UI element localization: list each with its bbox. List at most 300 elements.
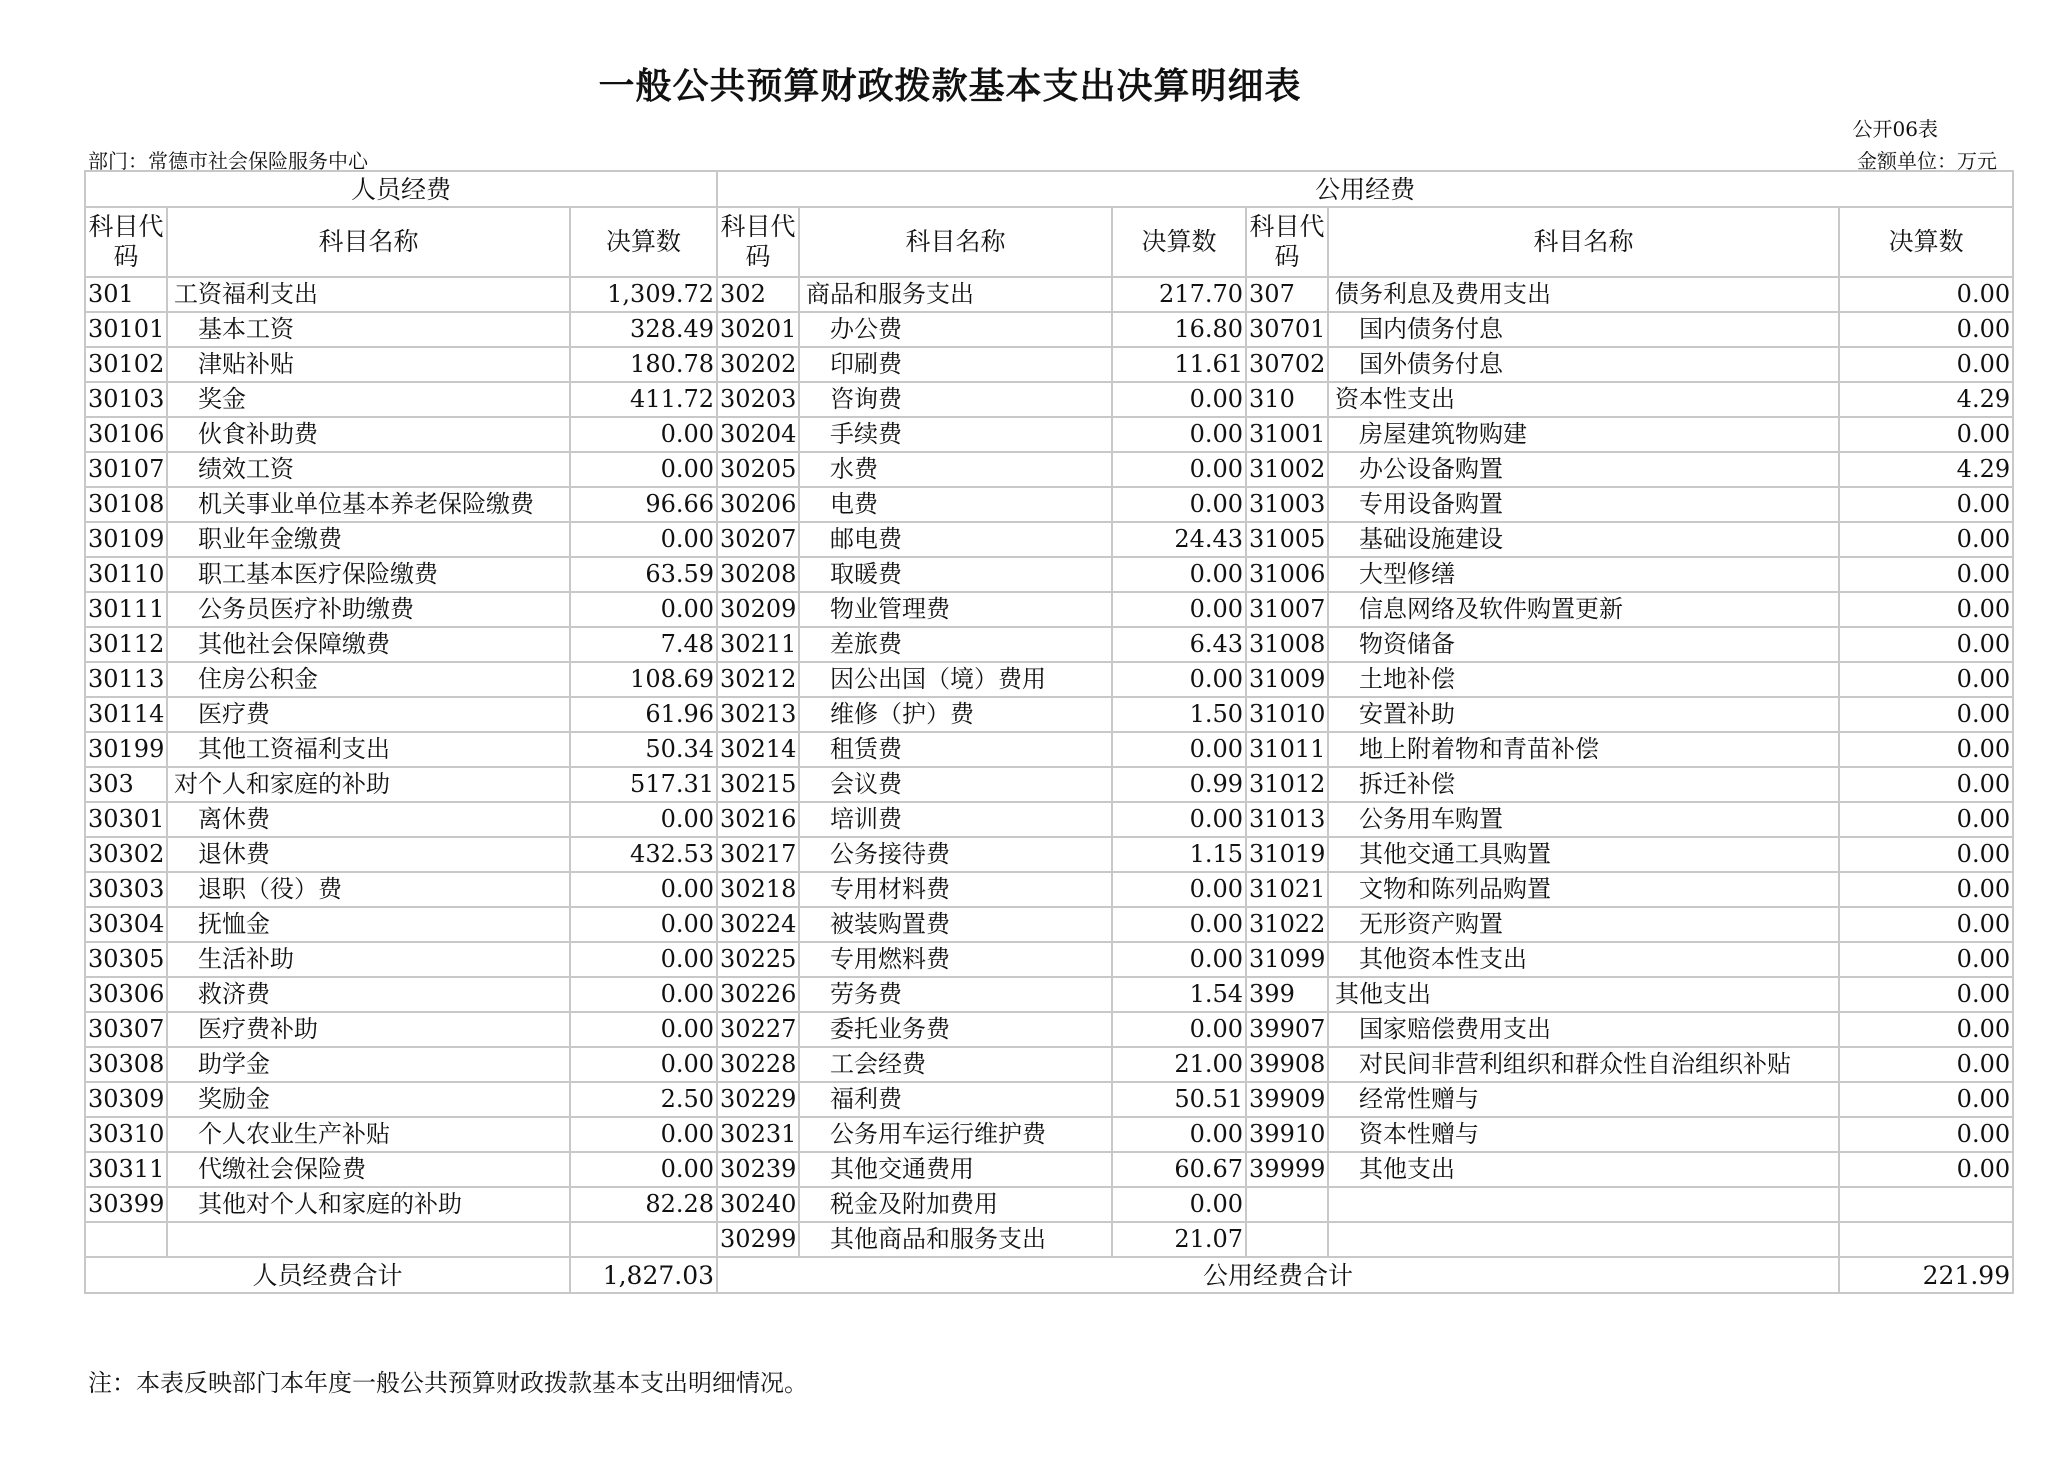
subject-name: 医疗费补助 bbox=[167, 1012, 570, 1047]
amount-value: 0.00 bbox=[1112, 1187, 1246, 1222]
subject-code: 30311 bbox=[85, 1152, 167, 1187]
subject-code: 30299 bbox=[717, 1222, 799, 1257]
form-number: 公开06表 bbox=[1852, 117, 1938, 141]
subject-code bbox=[85, 1222, 167, 1257]
amount-value: 0.00 bbox=[1839, 347, 2013, 382]
table-row bbox=[85, 1047, 2013, 1082]
subject-code: 30217 bbox=[717, 837, 799, 872]
amount-value: 0.00 bbox=[570, 1047, 717, 1082]
table-row bbox=[85, 312, 2013, 347]
subject-name: 职工基本医疗保险缴费 bbox=[167, 557, 570, 592]
subject-code bbox=[1246, 1222, 1328, 1257]
amount-value: 0.00 bbox=[570, 942, 717, 977]
table-row bbox=[85, 697, 2013, 732]
name-header: 科目名称 bbox=[1328, 207, 1839, 277]
amount-value: 0.00 bbox=[1839, 1117, 2013, 1152]
subject-code: 39909 bbox=[1246, 1082, 1328, 1117]
subject-name bbox=[167, 1222, 570, 1257]
amount-value: 50.51 bbox=[1112, 1082, 1246, 1117]
table-row bbox=[85, 592, 2013, 627]
subject-code: 30207 bbox=[717, 522, 799, 557]
subject-code: 30399 bbox=[85, 1187, 167, 1222]
subject-name: 工会经费 bbox=[799, 1047, 1112, 1082]
amount-value: 0.00 bbox=[1112, 907, 1246, 942]
subject-code: 307 bbox=[1246, 277, 1328, 312]
amount-value: 0.00 bbox=[570, 1012, 717, 1047]
subject-code: 30310 bbox=[85, 1117, 167, 1152]
amount-header: 决算数 bbox=[1839, 207, 2013, 277]
subject-code: 30103 bbox=[85, 382, 167, 417]
table-row bbox=[85, 907, 2013, 942]
unit-label: 金额单位：万元 bbox=[1857, 149, 1997, 173]
subject-code: 30213 bbox=[717, 697, 799, 732]
subject-code: 31003 bbox=[1246, 487, 1328, 522]
subject-code: 30227 bbox=[717, 1012, 799, 1047]
department-label: 部门：常德市社会保险服务中心 bbox=[88, 149, 368, 173]
subject-name: 工资福利支出 bbox=[167, 277, 570, 312]
subject-name: 其他商品和服务支出 bbox=[799, 1222, 1112, 1257]
amount-value: 0.00 bbox=[1839, 1082, 2013, 1117]
amount-value: 0.00 bbox=[1112, 592, 1246, 627]
subject-name: 机关事业单位基本养老保险缴费 bbox=[167, 487, 570, 522]
table-row bbox=[85, 872, 2013, 907]
amount-value: 0.00 bbox=[1839, 417, 2013, 452]
table-body bbox=[85, 277, 2013, 1257]
amount-value: 0.00 bbox=[570, 452, 717, 487]
public-header: 公用经费 bbox=[717, 171, 2013, 207]
table-row bbox=[85, 1222, 2013, 1257]
subject-code: 30226 bbox=[717, 977, 799, 1012]
subject-name: 津贴补贴 bbox=[167, 347, 570, 382]
amount-value: 0.00 bbox=[570, 802, 717, 837]
subject-code: 30218 bbox=[717, 872, 799, 907]
subject-code: 30113 bbox=[85, 662, 167, 697]
amount-value: 0.00 bbox=[1112, 1117, 1246, 1152]
subject-name: 租赁费 bbox=[799, 732, 1112, 767]
amount-value: 0.00 bbox=[570, 592, 717, 627]
amount-value: 0.00 bbox=[570, 1117, 717, 1152]
amount-value: 0.00 bbox=[1839, 977, 2013, 1012]
subject-code: 30202 bbox=[717, 347, 799, 382]
subject-name: 专用设备购置 bbox=[1328, 487, 1839, 522]
amount-value bbox=[1839, 1187, 2013, 1222]
subject-name bbox=[1328, 1222, 1839, 1257]
amount-value: 0.00 bbox=[570, 907, 717, 942]
subject-name: 委托业务费 bbox=[799, 1012, 1112, 1047]
subject-name: 信息网络及软件购置更新 bbox=[1328, 592, 1839, 627]
amount-value: 0.00 bbox=[1112, 872, 1246, 907]
subject-name: 无形资产购置 bbox=[1328, 907, 1839, 942]
amount-value: 432.53 bbox=[570, 837, 717, 872]
subject-name: 其他资本性支出 bbox=[1328, 942, 1839, 977]
amount-value: 2.50 bbox=[570, 1082, 717, 1117]
amount-value: 0.00 bbox=[570, 417, 717, 452]
table-row bbox=[85, 977, 2013, 1012]
amount-value: 0.00 bbox=[1839, 522, 2013, 557]
subject-code: 301 bbox=[85, 277, 167, 312]
subject-name: 商品和服务支出 bbox=[799, 277, 1112, 312]
subject-code: 31099 bbox=[1246, 942, 1328, 977]
table-row bbox=[85, 627, 2013, 662]
amount-value: 16.80 bbox=[1112, 312, 1246, 347]
subject-code: 30216 bbox=[717, 802, 799, 837]
amount-value: 0.00 bbox=[1839, 1012, 2013, 1047]
amount-value: 0.00 bbox=[1839, 557, 2013, 592]
amount-value: 21.00 bbox=[1112, 1047, 1246, 1082]
subject-code: 30306 bbox=[85, 977, 167, 1012]
amount-value: 0.00 bbox=[1839, 487, 2013, 522]
amount-value: 61.96 bbox=[570, 697, 717, 732]
code-header: 科目代码 bbox=[1246, 207, 1328, 277]
amount-value: 0.00 bbox=[1839, 872, 2013, 907]
subject-name: 医疗费 bbox=[167, 697, 570, 732]
amount-value: 4.29 bbox=[1839, 382, 2013, 417]
subject-code: 31011 bbox=[1246, 732, 1328, 767]
amount-value: 0.00 bbox=[1112, 452, 1246, 487]
subject-name: 救济费 bbox=[167, 977, 570, 1012]
amount-value: 0.00 bbox=[1112, 662, 1246, 697]
amount-value: 7.48 bbox=[570, 627, 717, 662]
subject-name: 个人农业生产补贴 bbox=[167, 1117, 570, 1152]
subject-code: 30211 bbox=[717, 627, 799, 662]
subject-code: 31019 bbox=[1246, 837, 1328, 872]
table-row bbox=[85, 837, 2013, 872]
public-total-value: 221.99 bbox=[1839, 1257, 2013, 1293]
amount-value: 63.59 bbox=[570, 557, 717, 592]
subject-code: 31006 bbox=[1246, 557, 1328, 592]
subject-name: 公务接待费 bbox=[799, 837, 1112, 872]
subject-name: 大型修缮 bbox=[1328, 557, 1839, 592]
amount-value: 0.00 bbox=[1839, 662, 2013, 697]
amount-value: 1.54 bbox=[1112, 977, 1246, 1012]
expenditure-table bbox=[84, 170, 2014, 1294]
subject-name: 公务用车购置 bbox=[1328, 802, 1839, 837]
subject-name: 公务员医疗补助缴费 bbox=[167, 592, 570, 627]
amount-value: 0.00 bbox=[570, 1152, 717, 1187]
amount-value bbox=[570, 1222, 717, 1257]
amount-value: 0.00 bbox=[1839, 907, 2013, 942]
subject-code: 31012 bbox=[1246, 767, 1328, 802]
subject-code: 30209 bbox=[717, 592, 799, 627]
subject-name: 生活补助 bbox=[167, 942, 570, 977]
subject-name: 维修（护）费 bbox=[799, 697, 1112, 732]
subject-name: 因公出国（境）费用 bbox=[799, 662, 1112, 697]
amount-value: 24.43 bbox=[1112, 522, 1246, 557]
subject-name: 抚恤金 bbox=[167, 907, 570, 942]
table-row bbox=[85, 382, 2013, 417]
amount-value: 21.07 bbox=[1112, 1222, 1246, 1257]
amount-value: 0.00 bbox=[570, 522, 717, 557]
subject-name: 拆迁补偿 bbox=[1328, 767, 1839, 802]
amount-value: 0.00 bbox=[1112, 382, 1246, 417]
subject-code: 30215 bbox=[717, 767, 799, 802]
subject-code: 39908 bbox=[1246, 1047, 1328, 1082]
subject-code: 30114 bbox=[85, 697, 167, 732]
subject-name: 邮电费 bbox=[799, 522, 1112, 557]
subject-code: 30111 bbox=[85, 592, 167, 627]
subject-name: 退休费 bbox=[167, 837, 570, 872]
page-title: 一般公共预算财政拨款基本支出决算明细表 bbox=[598, 65, 1302, 107]
table-row bbox=[85, 347, 2013, 382]
subject-code: 39999 bbox=[1246, 1152, 1328, 1187]
amount-value: 0.00 bbox=[1112, 732, 1246, 767]
table-row bbox=[85, 487, 2013, 522]
code-header: 科目代码 bbox=[85, 207, 167, 277]
table-row bbox=[85, 522, 2013, 557]
amount-value bbox=[1839, 1222, 2013, 1257]
subject-name: 其他交通费用 bbox=[799, 1152, 1112, 1187]
subject-name: 差旅费 bbox=[799, 627, 1112, 662]
subject-code: 30109 bbox=[85, 522, 167, 557]
subject-code: 30108 bbox=[85, 487, 167, 522]
subject-code: 31008 bbox=[1246, 627, 1328, 662]
amount-value: 328.49 bbox=[570, 312, 717, 347]
subject-code bbox=[1246, 1187, 1328, 1222]
amount-value: 217.70 bbox=[1112, 277, 1246, 312]
subject-code: 31007 bbox=[1246, 592, 1328, 627]
subject-name bbox=[1328, 1187, 1839, 1222]
subject-code: 30228 bbox=[717, 1047, 799, 1082]
amount-value: 0.00 bbox=[1839, 767, 2013, 802]
subject-name: 对民间非营利组织和群众性自治组织补贴 bbox=[1328, 1047, 1839, 1082]
subject-code: 30307 bbox=[85, 1012, 167, 1047]
subject-name: 代缴社会保险费 bbox=[167, 1152, 570, 1187]
subject-code: 39910 bbox=[1246, 1117, 1328, 1152]
table-row bbox=[85, 277, 2013, 312]
subject-name: 文物和陈列品购置 bbox=[1328, 872, 1839, 907]
amount-value: 0.00 bbox=[570, 977, 717, 1012]
amount-value: 0.00 bbox=[1839, 697, 2013, 732]
amount-value: 108.69 bbox=[570, 662, 717, 697]
subject-code: 39907 bbox=[1246, 1012, 1328, 1047]
name-header: 科目名称 bbox=[799, 207, 1112, 277]
amount-header: 决算数 bbox=[1112, 207, 1246, 277]
subject-name: 其他工资福利支出 bbox=[167, 732, 570, 767]
name-header: 科目名称 bbox=[167, 207, 570, 277]
subject-name: 手续费 bbox=[799, 417, 1112, 452]
subject-name: 退职（役）费 bbox=[167, 872, 570, 907]
subject-name: 绩效工资 bbox=[167, 452, 570, 487]
table-row bbox=[85, 1082, 2013, 1117]
subject-name: 房屋建筑物购建 bbox=[1328, 417, 1839, 452]
subject-name: 地上附着物和青苗补偿 bbox=[1328, 732, 1839, 767]
subject-name: 经常性赠与 bbox=[1328, 1082, 1839, 1117]
subject-name: 基本工资 bbox=[167, 312, 570, 347]
amount-value: 1.15 bbox=[1112, 837, 1246, 872]
table-row bbox=[85, 1012, 2013, 1047]
subject-code: 30203 bbox=[717, 382, 799, 417]
subject-name: 奖金 bbox=[167, 382, 570, 417]
footnote: 注：本表反映部门本年度一般公共预算财政拨款基本支出明细情况。 bbox=[88, 1369, 808, 1397]
table-row bbox=[85, 767, 2013, 802]
subject-code: 30212 bbox=[717, 662, 799, 697]
subject-code: 30240 bbox=[717, 1187, 799, 1222]
subject-code: 31021 bbox=[1246, 872, 1328, 907]
subject-name: 咨询费 bbox=[799, 382, 1112, 417]
amount-header: 决算数 bbox=[570, 207, 717, 277]
subject-name: 助学金 bbox=[167, 1047, 570, 1082]
subject-name: 住房公积金 bbox=[167, 662, 570, 697]
amount-value: 0.00 bbox=[1839, 592, 2013, 627]
subject-code: 30107 bbox=[85, 452, 167, 487]
subject-name: 其他对个人和家庭的补助 bbox=[167, 1187, 570, 1222]
amount-value: 0.00 bbox=[1839, 732, 2013, 767]
amount-value: 4.29 bbox=[1839, 452, 2013, 487]
subject-name: 国内债务付息 bbox=[1328, 312, 1839, 347]
subject-code: 30110 bbox=[85, 557, 167, 592]
subject-name: 基础设施建设 bbox=[1328, 522, 1839, 557]
subject-code: 30199 bbox=[85, 732, 167, 767]
subject-name: 税金及附加费用 bbox=[799, 1187, 1112, 1222]
amount-value: 82.28 bbox=[570, 1187, 717, 1222]
amount-value: 0.00 bbox=[1112, 942, 1246, 977]
subject-name: 国外债务付息 bbox=[1328, 347, 1839, 382]
amount-value: 0.00 bbox=[1839, 277, 2013, 312]
subject-code: 30302 bbox=[85, 837, 167, 872]
subject-name: 会议费 bbox=[799, 767, 1112, 802]
amount-value: 0.00 bbox=[1839, 942, 2013, 977]
subject-code: 30303 bbox=[85, 872, 167, 907]
subject-code: 31005 bbox=[1246, 522, 1328, 557]
subject-code: 30225 bbox=[717, 942, 799, 977]
subject-code: 30112 bbox=[85, 627, 167, 662]
subject-name: 其他社会保障缴费 bbox=[167, 627, 570, 662]
subject-code: 30304 bbox=[85, 907, 167, 942]
table-row bbox=[85, 1187, 2013, 1222]
subject-code: 31002 bbox=[1246, 452, 1328, 487]
amount-value: 0.00 bbox=[1112, 417, 1246, 452]
personnel-total-value: 1,827.03 bbox=[570, 1257, 717, 1293]
amount-value: 50.34 bbox=[570, 732, 717, 767]
amount-value: 0.00 bbox=[570, 872, 717, 907]
amount-value: 0.00 bbox=[1839, 837, 2013, 872]
subject-code: 30309 bbox=[85, 1082, 167, 1117]
subject-code: 310 bbox=[1246, 382, 1328, 417]
subject-name: 安置补助 bbox=[1328, 697, 1839, 732]
amount-value: 0.00 bbox=[1112, 487, 1246, 522]
subject-name: 伙食补助费 bbox=[167, 417, 570, 452]
table-row bbox=[85, 1152, 2013, 1187]
public-total-label: 公用经费合计 bbox=[717, 1257, 1839, 1293]
amount-value: 0.00 bbox=[1839, 1047, 2013, 1082]
table-row bbox=[85, 802, 2013, 837]
amount-value: 0.00 bbox=[1839, 1152, 2013, 1187]
subject-name: 办公设备购置 bbox=[1328, 452, 1839, 487]
subject-code: 31001 bbox=[1246, 417, 1328, 452]
subject-name: 被装购置费 bbox=[799, 907, 1112, 942]
amount-value: 60.67 bbox=[1112, 1152, 1246, 1187]
subject-name: 其他支出 bbox=[1328, 977, 1839, 1012]
subject-name: 办公费 bbox=[799, 312, 1112, 347]
subject-name: 其他交通工具购置 bbox=[1328, 837, 1839, 872]
subject-name: 福利费 bbox=[799, 1082, 1112, 1117]
table-row bbox=[85, 417, 2013, 452]
subject-code: 303 bbox=[85, 767, 167, 802]
table-row bbox=[85, 1117, 2013, 1152]
subject-code: 30229 bbox=[717, 1082, 799, 1117]
subject-code: 30201 bbox=[717, 312, 799, 347]
subject-name: 专用材料费 bbox=[799, 872, 1112, 907]
subject-name: 物业管理费 bbox=[799, 592, 1112, 627]
subject-name: 水费 bbox=[799, 452, 1112, 487]
subject-code: 31013 bbox=[1246, 802, 1328, 837]
subject-name: 资本性支出 bbox=[1328, 382, 1839, 417]
table-row bbox=[85, 452, 2013, 487]
amount-value: 1,309.72 bbox=[570, 277, 717, 312]
amount-value: 11.61 bbox=[1112, 347, 1246, 382]
subject-name: 职业年金缴费 bbox=[167, 522, 570, 557]
subject-code: 30204 bbox=[717, 417, 799, 452]
subject-name: 国家赔偿费用支出 bbox=[1328, 1012, 1839, 1047]
amount-value: 1.50 bbox=[1112, 697, 1246, 732]
subject-code: 30305 bbox=[85, 942, 167, 977]
subject-name: 资本性赠与 bbox=[1328, 1117, 1839, 1152]
subject-code: 30231 bbox=[717, 1117, 799, 1152]
amount-value: 0.00 bbox=[1839, 802, 2013, 837]
subject-code: 30224 bbox=[717, 907, 799, 942]
subject-code: 30102 bbox=[85, 347, 167, 382]
subject-name: 对个人和家庭的补助 bbox=[167, 767, 570, 802]
subject-code: 302 bbox=[717, 277, 799, 312]
code-header: 科目代码 bbox=[717, 207, 799, 277]
table-row bbox=[85, 732, 2013, 767]
subject-code: 30702 bbox=[1246, 347, 1328, 382]
subject-code: 399 bbox=[1246, 977, 1328, 1012]
subject-name: 电费 bbox=[799, 487, 1112, 522]
amount-value: 6.43 bbox=[1112, 627, 1246, 662]
personnel-header: 人员经费 bbox=[85, 171, 717, 207]
subject-code: 30308 bbox=[85, 1047, 167, 1082]
subject-name: 公务用车运行维护费 bbox=[799, 1117, 1112, 1152]
amount-value: 517.31 bbox=[570, 767, 717, 802]
subject-code: 31009 bbox=[1246, 662, 1328, 697]
subject-name: 奖励金 bbox=[167, 1082, 570, 1117]
subject-code: 30101 bbox=[85, 312, 167, 347]
table-row bbox=[85, 662, 2013, 697]
subject-code: 30301 bbox=[85, 802, 167, 837]
subject-code: 30701 bbox=[1246, 312, 1328, 347]
amount-value: 180.78 bbox=[570, 347, 717, 382]
subject-name: 离休费 bbox=[167, 802, 570, 837]
subject-name: 取暖费 bbox=[799, 557, 1112, 592]
subject-name: 劳务费 bbox=[799, 977, 1112, 1012]
subject-name: 土地补偿 bbox=[1328, 662, 1839, 697]
amount-value: 0.00 bbox=[1112, 802, 1246, 837]
table-row bbox=[85, 942, 2013, 977]
personnel-total-label: 人员经费合计 bbox=[85, 1257, 570, 1293]
subject-code: 30214 bbox=[717, 732, 799, 767]
subject-name: 其他支出 bbox=[1328, 1152, 1839, 1187]
subject-code: 30239 bbox=[717, 1152, 799, 1187]
subject-name: 专用燃料费 bbox=[799, 942, 1112, 977]
subject-name: 物资储备 bbox=[1328, 627, 1839, 662]
subject-name: 债务利息及费用支出 bbox=[1328, 277, 1839, 312]
subject-code: 30106 bbox=[85, 417, 167, 452]
subject-code: 30205 bbox=[717, 452, 799, 487]
amount-value: 0.99 bbox=[1112, 767, 1246, 802]
amount-value: 0.00 bbox=[1839, 627, 2013, 662]
amount-value: 411.72 bbox=[570, 382, 717, 417]
amount-value: 0.00 bbox=[1112, 1012, 1246, 1047]
amount-value: 96.66 bbox=[570, 487, 717, 522]
subject-code: 31010 bbox=[1246, 697, 1328, 732]
amount-value: 0.00 bbox=[1839, 312, 2013, 347]
subject-code: 30206 bbox=[717, 487, 799, 522]
table-row bbox=[85, 557, 2013, 592]
subject-name: 印刷费 bbox=[799, 347, 1112, 382]
subject-code: 31022 bbox=[1246, 907, 1328, 942]
subject-code: 30208 bbox=[717, 557, 799, 592]
